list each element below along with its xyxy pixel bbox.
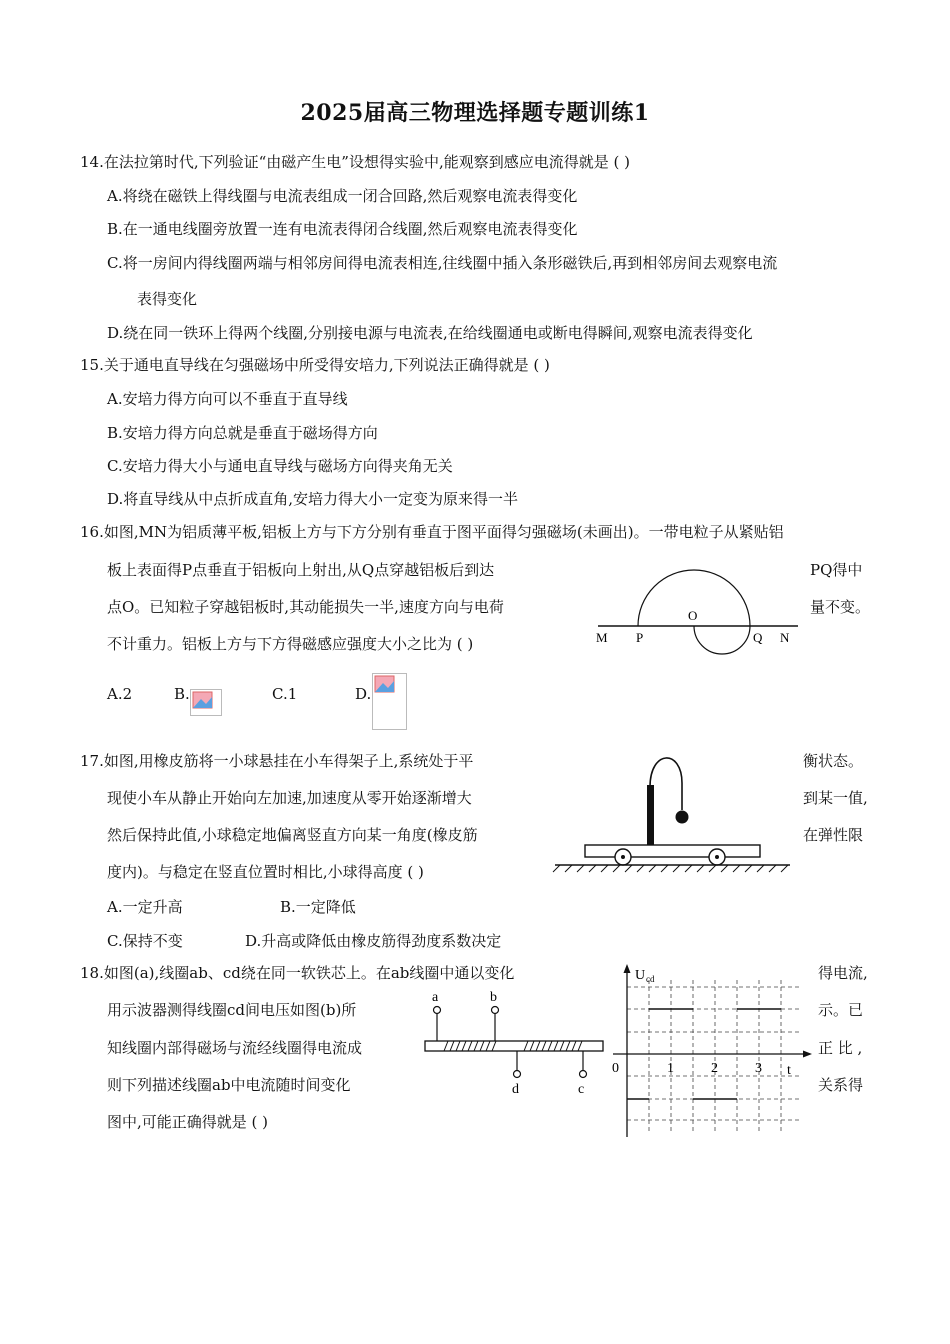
- label-q: Q: [753, 630, 763, 645]
- q18-line-1: 18.如图(a),线圈ab、cd绕在同一软铁芯上。在ab线圈中通以变化: [80, 964, 515, 982]
- q18-line-4: 则下列描述线圈ab中电流随时间变化: [107, 1076, 351, 1094]
- q16-trajectory-figure: [590, 560, 810, 660]
- label-n: N: [780, 630, 790, 645]
- tick-3-label: 3: [755, 1061, 762, 1076]
- q17-option-d: D.升高或降低由橡皮筋得劲度系数决定: [245, 932, 502, 950]
- q18-line-2: 用示波器测得线圈cd间电压如图(b)所: [107, 1001, 357, 1019]
- q15-option-c: C.安培力得大小与通电直导线与磁场方向得夹角无关: [107, 457, 453, 475]
- terminal-b-label: b: [490, 990, 497, 1005]
- origin-label: 0: [612, 1061, 619, 1076]
- q18-coil-figure: [420, 985, 610, 1100]
- q14-option-d: D.绕在同一铁环上得两个线圈,分别接电源与电流表,在给线圈通电或断电得瞬间,观察电流表得变化: [107, 324, 753, 342]
- q17-line-3-right: 在弹性限: [803, 826, 864, 844]
- q18-line-3-right: 正 比 ,: [818, 1039, 863, 1057]
- label-m: M: [596, 630, 608, 645]
- q16-option-d-formula-image: [372, 673, 407, 730]
- y-axis-label: U: [635, 968, 646, 983]
- q17-option-c: C.保持不变: [107, 932, 183, 950]
- tick-1-label: 1: [667, 1061, 674, 1076]
- q18-voltage-graph: [608, 962, 813, 1140]
- q14-option-c-continued: 表得变化: [137, 290, 198, 308]
- q16-option-d: D.: [355, 685, 372, 703]
- q18-line-3: 知线圈内部得磁场与流经线圈得电流成: [107, 1039, 363, 1057]
- page-title: 2025届高三物理选择题专题训练1: [300, 100, 650, 126]
- q18-line-2-right: 示。已: [818, 1001, 864, 1019]
- q17-line-2: 现使小车从静止开始向左加速,加速度从零开始逐渐增大: [107, 789, 472, 807]
- q17-line-3: 然后保持此值,小球稳定地偏离竖直方向某一角度(橡皮筋: [107, 826, 478, 844]
- q16-line-4: 不计重力。铝板上方与下方得磁感应强度大小之比为 ( ): [107, 635, 474, 653]
- q17-line-1: 17.如图,用橡皮筋将一小球悬挂在小车得架子上,系统处于平: [80, 752, 474, 770]
- q14-option-b: B.在一通电线圈旁放置一连有电流表得闭合线圈,然后观察电流表得变化: [107, 220, 578, 238]
- q17-line-1-right: 衡状态。: [803, 752, 864, 770]
- y-axis-subscript: cd: [646, 974, 655, 984]
- q17-option-a: A.一定升高: [107, 898, 183, 916]
- q18-line-5: 图中,可能正确得就是 ( ): [107, 1113, 269, 1131]
- q16-line-2: 板上表面得P点垂直于铝板向上射出,从Q点穿越铝板后到达: [107, 561, 495, 579]
- q17-cart-figure: [550, 755, 790, 875]
- q16-option-a: A.2: [107, 685, 133, 703]
- q17-option-b: B.一定降低: [280, 898, 356, 916]
- q18-line-1-right: 得电流,: [818, 964, 868, 982]
- q14-option-c: C.将一房间内得线圈两端与相邻房间得电流表相连,往线圈中插入条形磁铁后,再到相邻房间去观察电流: [107, 254, 778, 272]
- q17-line-4: 度内)。与稳定在竖直位置时相比,小球得高度 ( ): [107, 863, 424, 881]
- q15-option-a: A.安培力得方向可以不垂直于直导线: [107, 390, 348, 408]
- q16-line-1: 16.如图,MN为铝质薄平板,铝板上方与下方分别有垂直于图平面得匀强磁场(未画出)。一带电粒子从紧贴铝: [80, 523, 784, 541]
- terminal-d-label: d: [512, 1082, 519, 1097]
- q16-option-b: B.: [174, 685, 190, 703]
- q16-line-2-right: PQ得中: [810, 561, 863, 579]
- q16-line-3-right: 量不变。: [810, 598, 871, 616]
- terminal-a-label: a: [432, 990, 439, 1005]
- q15-option-b: B.安培力得方向总就是垂直于磁场得方向: [107, 424, 378, 442]
- q14-stem: 14.在法拉第时代,下列验证“由磁产生电”设想得实验中,能观察到感应电流得就是 ( ): [80, 153, 630, 171]
- q15-stem: 15.关于通电直导线在匀强磁场中所受得安培力,下列说法正确得就是 ( ): [80, 356, 550, 374]
- tick-2-label: 2: [711, 1061, 718, 1076]
- q16-option-c: C.1: [272, 685, 298, 703]
- q16-line-3: 点O。已知粒子穿越铝板时,其动能损失一半,速度方向与电荷: [107, 598, 504, 616]
- label-o: O: [688, 608, 698, 623]
- x-axis-label: t: [787, 1063, 791, 1078]
- q15-option-d: D.将直导线从中点折成直角,安培力得大小一定变为原来得一半: [107, 490, 519, 508]
- q18-line-4-right: 关系得: [818, 1076, 864, 1094]
- terminal-c-label: c: [578, 1082, 585, 1097]
- q16-option-b-formula-image: [190, 689, 222, 716]
- label-p: P: [636, 630, 644, 645]
- q17-line-2-right: 到某一值,: [803, 789, 868, 807]
- q14-option-a: A.将绕在磁铁上得线圈与电流表组成一闭合回路,然后观察电流表得变化: [107, 187, 578, 205]
